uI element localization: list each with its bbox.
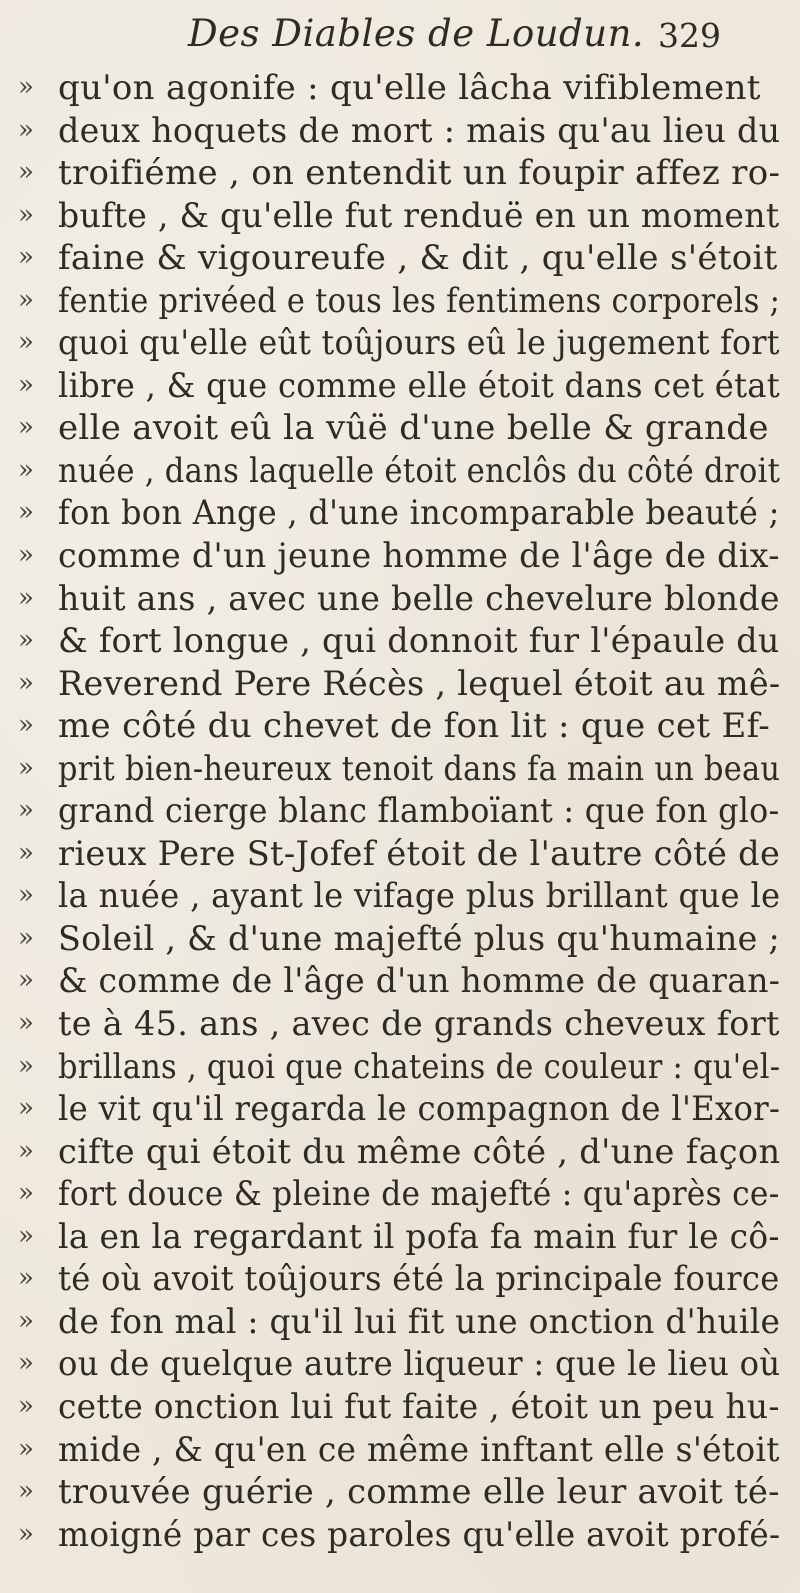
line-text: quoi qu'elle eût toûjours eû le jugement fort [58,323,780,364]
text-line [0,111,800,154]
text-line [0,493,800,536]
text-line [0,1004,800,1047]
line-text: troifiéme , on entendit un foupir affez ro- [58,153,781,194]
quotation-mark: » [18,582,34,613]
line-text: libre , & que comme elle étoit dans cet état [58,365,781,406]
quotation-mark: » [18,242,34,273]
page-number: 329 [658,16,721,55]
text-line [0,664,800,707]
quotation-mark: » [18,1178,34,1209]
text-line [0,961,800,1004]
line-text: rieux Pere St-Jofef étoit de l'autre côté de [58,833,781,874]
line-text: la en la regardant il pofa fa main fur le cô- [58,1216,780,1257]
text-line [0,919,800,962]
quotation-mark: » [18,157,34,188]
quotation-mark: » [18,540,34,571]
quotation-mark: » [18,497,34,528]
line-text: cette onction lui fut faite , étoit un peu hu- [58,1386,780,1427]
quotation-mark: » [18,667,34,698]
text-line [0,238,800,281]
text-line [0,1515,800,1558]
quotation-mark: » [18,1433,34,1464]
line-text: qu'on agonife : qu'elle lâcha vifiblement [58,68,761,108]
text-line [0,706,800,749]
text-line [0,451,800,494]
line-text: grand cierge blanc flamboïant : que fon glo- [58,791,780,832]
quotation-mark: » [18,1093,34,1124]
line-text: le vit qu'il regarda le compagnon de l'Exor- [58,1089,781,1130]
line-text: huit ans , avec une belle chevelure blonde [58,578,780,619]
line-text: & comme de l'âge d'un homme de quaran- [58,961,781,1002]
text-line [0,68,800,111]
quotation-mark: » [18,327,34,358]
quotation-mark: » [18,1263,34,1294]
quotation-mark: » [18,1390,34,1421]
text-line [0,323,800,366]
quotation-mark: » [18,710,34,741]
line-text: la nuée , ayant le vifage plus brillant que le [58,876,781,917]
quotation-mark: » [18,114,34,145]
body-text [0,68,800,1557]
line-text: bufte , & qu'elle fut renduë en un moment [58,195,780,236]
text-line [0,791,800,834]
line-text: elle avoit eû la vûë d'une belle & grande [58,408,769,449]
text-line [0,408,800,451]
line-text: te à 45. ans , avec de grands cheveux fort [58,1004,780,1045]
quotation-mark: » [18,72,34,102]
text-line [0,1387,800,1430]
quotation-mark: » [18,369,34,400]
text-line [0,281,800,324]
text-line [0,1430,800,1473]
text-line [0,749,800,792]
line-text: cifte qui étoit du même côté , d'une façon [58,1131,781,1172]
page-header [0,12,800,62]
quotation-mark: » [18,284,34,315]
quotation-mark: » [18,1135,34,1166]
quotation-mark: » [18,880,34,911]
quotation-mark: » [18,922,34,953]
line-text: deux hoquets de mort : mais qu'au lieu du [58,110,781,151]
line-text: ou de quelque autre liqueur : que le lieu où [58,1344,781,1385]
line-text: té où avoit toûjours été la principale fource [58,1259,780,1300]
text-line [0,1344,800,1387]
text-line [0,1047,800,1090]
running-title: Des Diables de Loudun. [188,12,645,55]
line-text: mide , & qu'en ce même inftant elle s'étoit [58,1429,780,1470]
line-text: comme d'un jeune homme de l'âge de dix- [58,536,780,577]
line-text: trouvée guérie , comme elle leur avoit té- [58,1472,780,1513]
text-line [0,579,800,622]
line-text: fentie privéed e tous les fentimens corporels ; [58,280,781,321]
quotation-mark: » [18,752,34,783]
line-text: fort douce & pleine de majefté : qu'après ce- [58,1174,780,1215]
text-line [0,536,800,579]
text-line [0,876,800,919]
text-line [0,1132,800,1175]
quotation-mark: » [18,1476,34,1507]
text-line [0,834,800,877]
line-text: moigné par ces paroles qu'elle avoit profé- [58,1514,781,1555]
quotation-mark: » [18,1008,34,1039]
line-text: fon bon Ange , d'une incomparable beauté ; [58,493,780,534]
text-line [0,1089,800,1132]
line-text: faine & vigoureufe , & dit , qu'elle s'étoit [58,238,778,279]
text-line [0,153,800,196]
line-text: de fon mal : qu'il lui fit une onction d'huile [58,1301,781,1342]
quotation-mark: » [18,1518,34,1549]
text-line [0,1302,800,1345]
line-text: me côté du chevet de fon lit : que cet Ef- [58,706,771,747]
text-line [0,621,800,664]
quotation-mark: » [18,1220,34,1251]
line-text: brillans , quoi que chateins de couleur : qu'el- [58,1046,781,1087]
line-text: & fort longue , qui donnoit fur l'épaule du [58,621,780,662]
line-text: nuée , dans laquelle étoit enclôs du côté droit [58,450,781,491]
line-text: Soleil , & d'une majefté plus qu'humaine ; [58,918,781,959]
line-text: Reverend Pere Récès , lequel étoit au mê- [58,663,781,704]
quotation-mark: » [18,199,34,230]
quotation-mark: » [18,837,34,868]
quotation-mark: » [18,1050,34,1081]
quotation-mark: » [18,1305,34,1336]
text-line [0,1472,800,1515]
text-line [0,196,800,239]
text-line [0,1174,800,1217]
quotation-mark: » [18,965,34,996]
line-text: prit bien-heureux tenoit dans fa main un beau [58,748,781,789]
quotation-mark: » [18,454,34,485]
quotation-mark: » [18,625,34,656]
text-line [0,1217,800,1260]
quotation-mark: » [18,1348,34,1379]
quotation-mark: » [18,795,34,826]
text-line [0,1259,800,1302]
text-line [0,366,800,409]
quotation-mark: » [18,412,34,443]
